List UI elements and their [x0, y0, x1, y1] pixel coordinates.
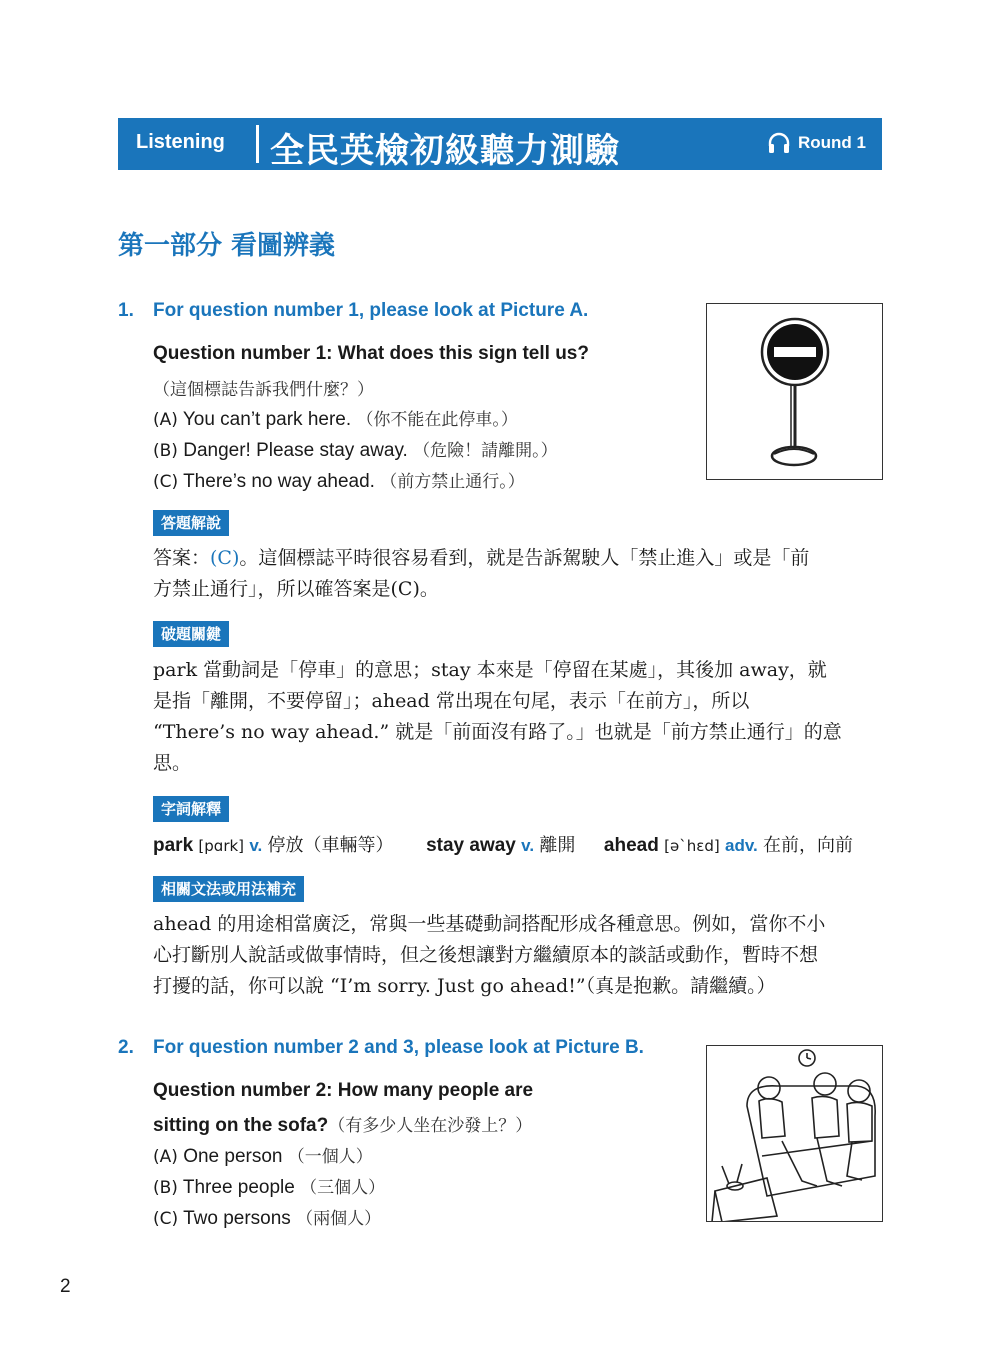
vocab-pos: v.	[249, 836, 263, 855]
q1-instruction	[118, 300, 588, 322]
key-line: “There’s no way ahead.” 就是「前面沒有路了。」也就是「前方禁止通行」的意	[153, 721, 842, 743]
option-zh: （一個人）	[287, 1147, 373, 1167]
option-text: There’s no way ahead.	[183, 471, 375, 492]
option-zh: （前方禁止通行。）	[380, 472, 525, 492]
page-number: 2	[60, 1276, 71, 1297]
option-letter: (C)	[153, 1209, 179, 1229]
option-zh: （你不能在此停車。）	[356, 410, 518, 430]
q2-option-a	[153, 1142, 373, 1168]
section-title: 第一部分 看圖辨義	[118, 231, 336, 261]
option-text: Danger! Please stay away.	[183, 440, 408, 461]
option-text: Two persons	[183, 1208, 291, 1229]
q1-question-zh: （這個標誌告訴我們什麼？）	[153, 380, 374, 400]
no-entry-sign-icon	[707, 304, 883, 480]
answer-line-1-rest: 。這個標誌平時很容易看到，就是告訴駕駛人「禁止進入」或是「前	[239, 547, 810, 569]
vocab-meaning: 停放（車輛等）	[267, 835, 394, 856]
option-zh: （兩個人）	[296, 1209, 382, 1229]
grammar-paragraph	[153, 909, 883, 1002]
q2-number: 2.	[118, 1037, 134, 1058]
grammar-line: 心打斷別人說話或做事情時，但之後想讓對方繼續原本的談話或動作，暫時不想	[153, 944, 819, 966]
option-text: Three people	[182, 1177, 295, 1198]
option-text: One person	[183, 1146, 283, 1167]
answer-line-1	[153, 543, 883, 574]
page-title: 全民英檢初級聽力測驗	[270, 131, 620, 171]
key-line: park 當動詞是「停車」的意思；stay 本來是「停留在某處」，其後加 away，就	[153, 659, 827, 681]
q2-question-text: sitting on the sofa?	[153, 1115, 329, 1136]
q2-question-zh: （有多少人坐在沙發上？）	[328, 1116, 533, 1136]
picture-a	[706, 303, 883, 480]
picture-b	[706, 1045, 883, 1222]
q2-question-line-1: Question number 2: How many people are	[153, 1080, 534, 1101]
key-paragraph	[153, 655, 883, 779]
vocab-word: ahead	[603, 835, 659, 856]
answer-prefix: 答案：	[153, 547, 211, 569]
round-label: Round 1	[798, 133, 866, 152]
vocab-word: park	[153, 835, 194, 856]
option-letter: (C)	[153, 472, 179, 492]
option-text: You can’t park here.	[182, 409, 352, 430]
q2-option-b	[153, 1173, 385, 1199]
answer-choice: (C)	[210, 547, 240, 569]
option-letter: (A)	[153, 1147, 178, 1167]
key-tag: 破題關鍵	[153, 621, 229, 647]
option-letter: (B)	[153, 1178, 178, 1198]
vocab-meaning: 在前，向前	[763, 835, 854, 856]
vocab-ipa: [ə`hɛd]	[664, 837, 720, 855]
grammar-line: 打擾的話，你可以說 “I’m sorry. Just go ahead!”（真是抱歉。請繼續。）	[153, 975, 776, 997]
answer-line-2: 方禁止通行」，所以確答案是(C)。	[153, 578, 439, 600]
vocab-word: stay away	[426, 835, 516, 856]
q1-question: Question number 1: What does this sign tell us?	[153, 343, 589, 364]
grammar-line: ahead 的用途相當廣泛，常與一些基礎動詞搭配形成各種意思。例如，當你不小	[153, 913, 826, 935]
header-label: Listening	[136, 131, 225, 153]
answer-paragraph	[153, 543, 883, 605]
q2-option-c	[153, 1204, 381, 1230]
vocab-meaning: 離開	[539, 835, 576, 856]
q1-option-c	[153, 467, 525, 493]
option-letter: (B)	[153, 441, 178, 461]
grammar-tag: 相關文法或用法補充	[153, 876, 304, 902]
q2-instruction-text: For question number 2 and 3, please look at Picture B.	[153, 1037, 644, 1058]
headphone-icon	[767, 131, 791, 160]
vocab-pos: adv.	[724, 836, 758, 855]
q1-instruction-text: For question number 1, please look at Picture A.	[153, 300, 589, 321]
option-letter: (A)	[153, 410, 178, 430]
header-divider	[256, 125, 259, 163]
vocab-tag: 字詞解釋	[153, 796, 229, 822]
q1-option-a	[153, 405, 518, 431]
q2-instruction	[118, 1037, 644, 1059]
q2-question-line-2	[153, 1111, 532, 1137]
key-line: 思。	[153, 752, 192, 774]
vocab-pos: v.	[521, 836, 535, 855]
option-zh: （三個人）	[300, 1178, 386, 1198]
option-zh: （危險！請離開。）	[413, 441, 558, 461]
vocab-ipa: [pɑrk]	[198, 837, 245, 855]
answer-tag: 答題解說	[153, 510, 229, 536]
sofa-scene-icon	[707, 1046, 883, 1222]
key-line: 是指「離開，不要停留」；ahead 常出現在句尾，表示「在前方」，所以	[153, 690, 750, 712]
q1-number: 1.	[118, 300, 134, 321]
header-bar	[118, 118, 882, 170]
vocab-line	[153, 831, 853, 857]
q1-option-b	[153, 436, 558, 462]
